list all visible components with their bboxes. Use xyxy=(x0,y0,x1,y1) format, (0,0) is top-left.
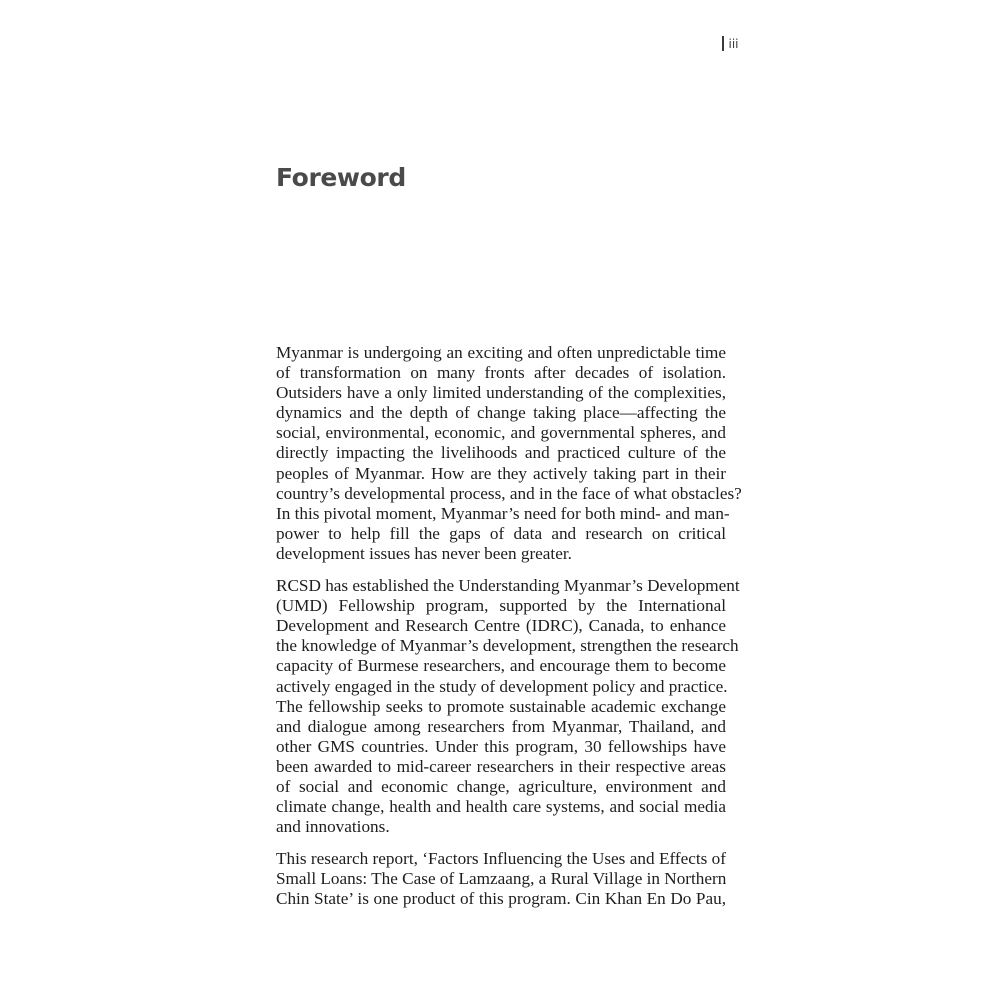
paragraph-2 xyxy=(276,576,740,837)
text-line: dynamics and the depth of change taking place—affecting the xyxy=(276,403,726,423)
chapter-title: Foreword xyxy=(276,163,406,192)
text-line: Small Loans: The Case of Lamzaang, a Rural Village in Northern xyxy=(276,869,727,889)
text-line: of social and economic change, agriculture, environment and xyxy=(276,776,726,796)
text-line: directly impacting the livelihoods and practiced culture of the xyxy=(276,443,726,463)
text-line: development issues has never been greater. xyxy=(276,543,572,563)
text-line: (UMD) Fellowship program, supported by the International xyxy=(276,596,726,616)
text-line: In this pivotal moment, Myanmar’s need for both mind- and man- xyxy=(276,503,730,523)
text-line: and dialogue among researchers from Myanmar, Thailand, and xyxy=(276,716,726,736)
paragraph-3 xyxy=(276,849,726,909)
text-line: of transformation on many fronts after decades of isolation. xyxy=(276,363,726,383)
text-line: Myanmar is undergoing an exciting and often unpredictable time xyxy=(276,343,726,362)
body-text xyxy=(276,343,742,922)
text-line: been awarded to mid-career researchers in their respective areas xyxy=(276,756,726,776)
text-line: and innovations. xyxy=(276,817,390,837)
text-line: social, environmental, economic, and governmental spheres, and xyxy=(276,423,726,443)
text-line: the knowledge of Myanmar’s development, strengthen the research xyxy=(276,636,739,656)
text-line: Outsiders have a only limited understanding of the complexities, xyxy=(276,383,726,403)
text-line: RCSD has established the Understanding Myanmar’s Development xyxy=(276,576,740,596)
text-line: The fellowship seeks to promote sustainable academic exchange xyxy=(276,696,726,716)
text-line: Development and Research Centre (IDRC), Canada, to enhance xyxy=(276,616,726,636)
paragraph-1 xyxy=(276,343,742,564)
running-head xyxy=(722,36,739,51)
text-line: Chin State’ is one product of this program. Cin Khan En Do Pau, xyxy=(276,889,726,909)
text-line: climate change, health and health care systems, and social media xyxy=(276,797,726,817)
text-line: capacity of Burmese researchers, and encourage them to become xyxy=(276,656,726,676)
text-line: This research report, ‘Factors Influencing the Uses and Effects of xyxy=(276,849,726,869)
text-line: country’s developmental process, and in the face of what obstacles? xyxy=(276,483,742,503)
text-line: power to help fill the gaps of data and research on critical xyxy=(276,523,726,543)
text-line: peoples of Myanmar. How are they actively taking part in their xyxy=(276,463,726,483)
text-line: other GMS countries. Under this program, 30 fellowships have xyxy=(276,736,726,756)
header-rule xyxy=(722,36,724,51)
page-number: iii xyxy=(728,37,739,51)
text-line: actively engaged in the study of development policy and practice. xyxy=(276,676,728,696)
